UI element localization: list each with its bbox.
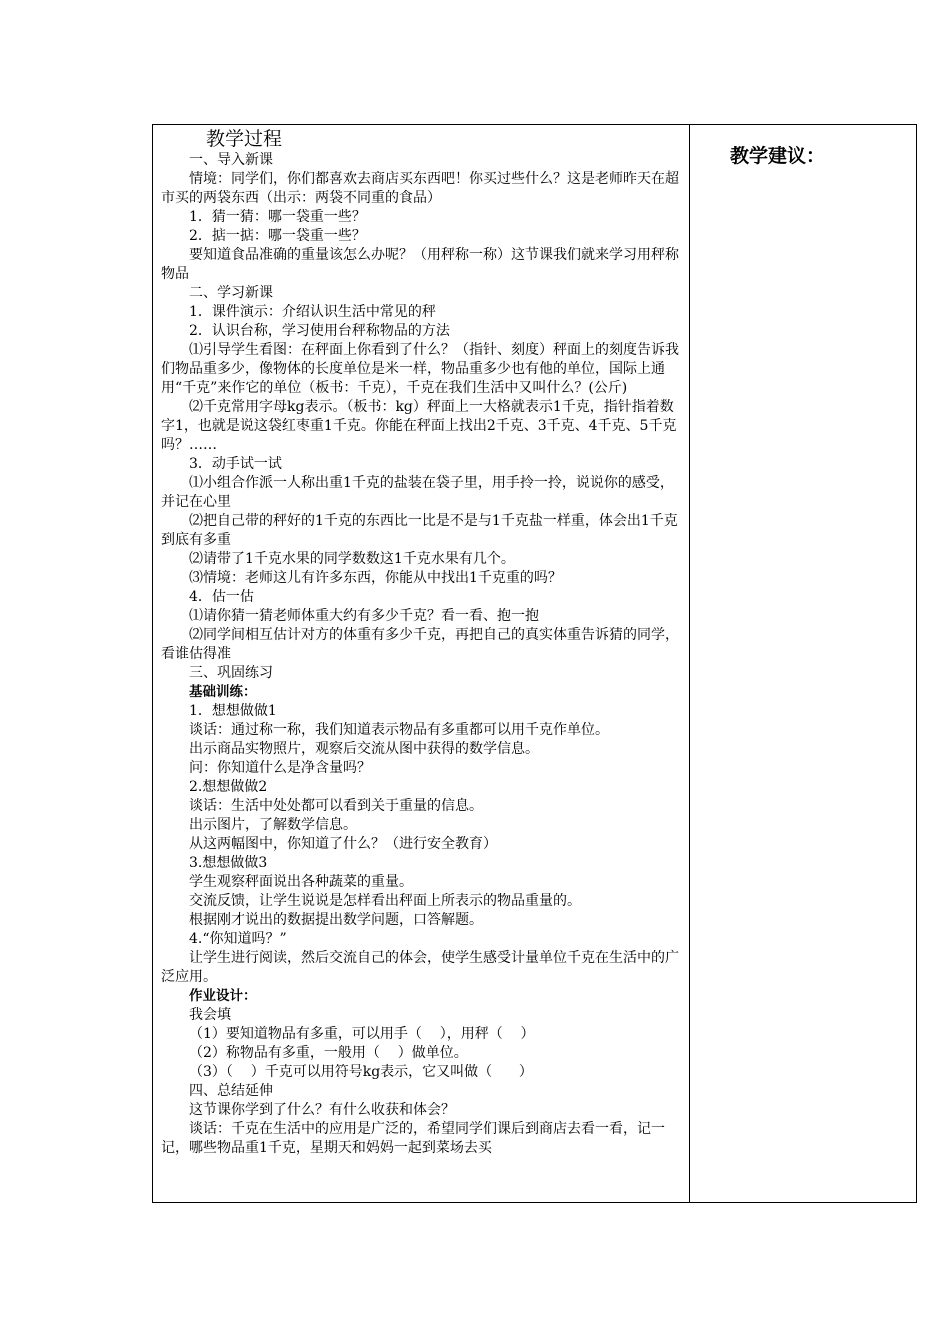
process-line: 一、导入新课 <box>189 152 273 168</box>
teaching-process-cell <box>161 127 681 1202</box>
process-line: （2）称物品有多重，一般用（ ）做单位。 <box>189 1045 468 1061</box>
advice-heading: 教学建议： <box>730 145 826 167</box>
process-line: 问：你知道什么是净含量吗？ <box>189 760 371 776</box>
process-line: ⑵千克常用字母kg表示。（板书：kg）秤面上一大格就表示1千克，指针指着数字1，也就是说这袋红枣重1千克。你能在秤面上找出2千克、3千克、4千克、5千克吗？…… <box>161 399 677 453</box>
process-line: 学生观察秤面说出各种蔬菜的重量。 <box>189 874 413 890</box>
process-line: （1）要知道物品有多重，可以用手（ ），用秤（ ） <box>189 1026 535 1042</box>
section-title: 教学过程 <box>206 128 283 150</box>
process-line: 谈话：千克在生活中的应用是广泛的，希望同学们课后到商店去看一看，记一记，哪些物品重1千克，星期天和妈妈一起到菜场去买 <box>161 1121 665 1156</box>
process-line: 出示图片，了解数学信息。 <box>189 817 357 833</box>
process-line: 二、学习新课 <box>189 285 273 301</box>
process-line: 情境：同学们，你们都喜欢去商店买东西吧！你买过些什么？这是老师昨天在超市买的两袋东西（出示：两袋不同重的食品） <box>161 171 679 206</box>
process-line: 4．估一估 <box>189 589 254 605</box>
process-line: 四、总结延伸 <box>189 1083 273 1099</box>
process-line: 2．认识台称，学习使用台秤称物品的方法 <box>189 323 450 339</box>
process-line: 谈话：生活中处处都可以看到关于重量的信息。 <box>189 798 483 814</box>
process-line: 三、巩固练习 <box>189 665 273 681</box>
process-line: ⑵请带了1千克水果的同学数数这1千克水果有几个。 <box>189 551 515 567</box>
process-line: 3.想想做做3 <box>189 855 268 871</box>
process-line: 谈话：通过称一称，我们知道表示物品有多重都可以用千克作单位。 <box>189 722 609 738</box>
process-line: ⑵同学间相互估计对方的体重有多少千克，再把自己的真实体重告诉猜的同学，看谁估得准 <box>161 627 679 662</box>
process-line: ⑴小组合作派一人称出重1千克的盐装在袋子里，用手拎一拎，说说你的感受，并记在心里 <box>161 475 674 510</box>
teaching-advice-cell <box>690 125 916 1202</box>
process-line: 2．掂一掂：哪一袋重一些？ <box>189 228 366 244</box>
process-line: 1．课件演示：介绍认识生活中常见的秤 <box>189 304 436 320</box>
process-line: 从这两幅图中，你知道了什么？（进行安全教育） <box>189 836 497 852</box>
process-line: ⑴请你猜一猜老师体重大约有多少千克？看一看、抱一抱 <box>189 608 539 624</box>
process-line: 交流反馈，让学生说说是怎样看出秤面上所表示的物品重量的。 <box>189 893 581 909</box>
process-line: ⑶情境：老师这儿有许多东西，你能从中找出1千克重的吗？ <box>189 570 562 586</box>
process-line: ⑵把自己带的秤好的1千克的东西比一比是不是与1千克盐一样重，体会出1千克到底有多重 <box>161 513 678 548</box>
process-line: 出示商品实物照片，观察后交流从图中获得的数学信息。 <box>189 741 539 757</box>
process-line: 1．猜一猜：哪一袋重一些？ <box>189 209 366 225</box>
process-line: 这节课你学到了什么？有什么收获和体会？ <box>189 1102 455 1118</box>
process-line: 2.想想做做2 <box>189 779 268 795</box>
process-line: 作业设计： <box>189 988 257 1004</box>
process-line: 根据刚才说出的数据提出数学问题，口答解题。 <box>189 912 483 928</box>
process-lines <box>161 151 681 1158</box>
process-line: 3．动手试一试 <box>189 456 282 472</box>
process-line: （3）（ ）千克可以用符号kg表示，它又叫做（ ） <box>189 1064 533 1080</box>
process-line: ⑴引导学生看图：在秤面上你看到了什么？（指针、刻度）秤面上的刻度告诉我们物品重多少，像物体的长度单位是米一样，物品重多少也有他的单位，国际上通用“千克”来作它的单位（板书：千克），千克在我们生活中又叫什么？(公斤) <box>161 342 679 396</box>
process-line: 4.“你知道吗？” <box>189 931 287 947</box>
lesson-table <box>152 124 917 1203</box>
process-line: 要知道食品准确的重量该怎么办呢？（用秤称一称）这节课我们就来学习用秤称物品 <box>161 247 679 282</box>
process-line: 基础训练： <box>189 684 257 700</box>
process-line: 我会填 <box>189 1007 231 1023</box>
process-line: 1．想想做做1 <box>189 703 277 719</box>
process-line: 让学生进行阅读，然后交流自己的体会，使学生感受计量单位千克在生活中的广泛应用。 <box>161 950 679 985</box>
